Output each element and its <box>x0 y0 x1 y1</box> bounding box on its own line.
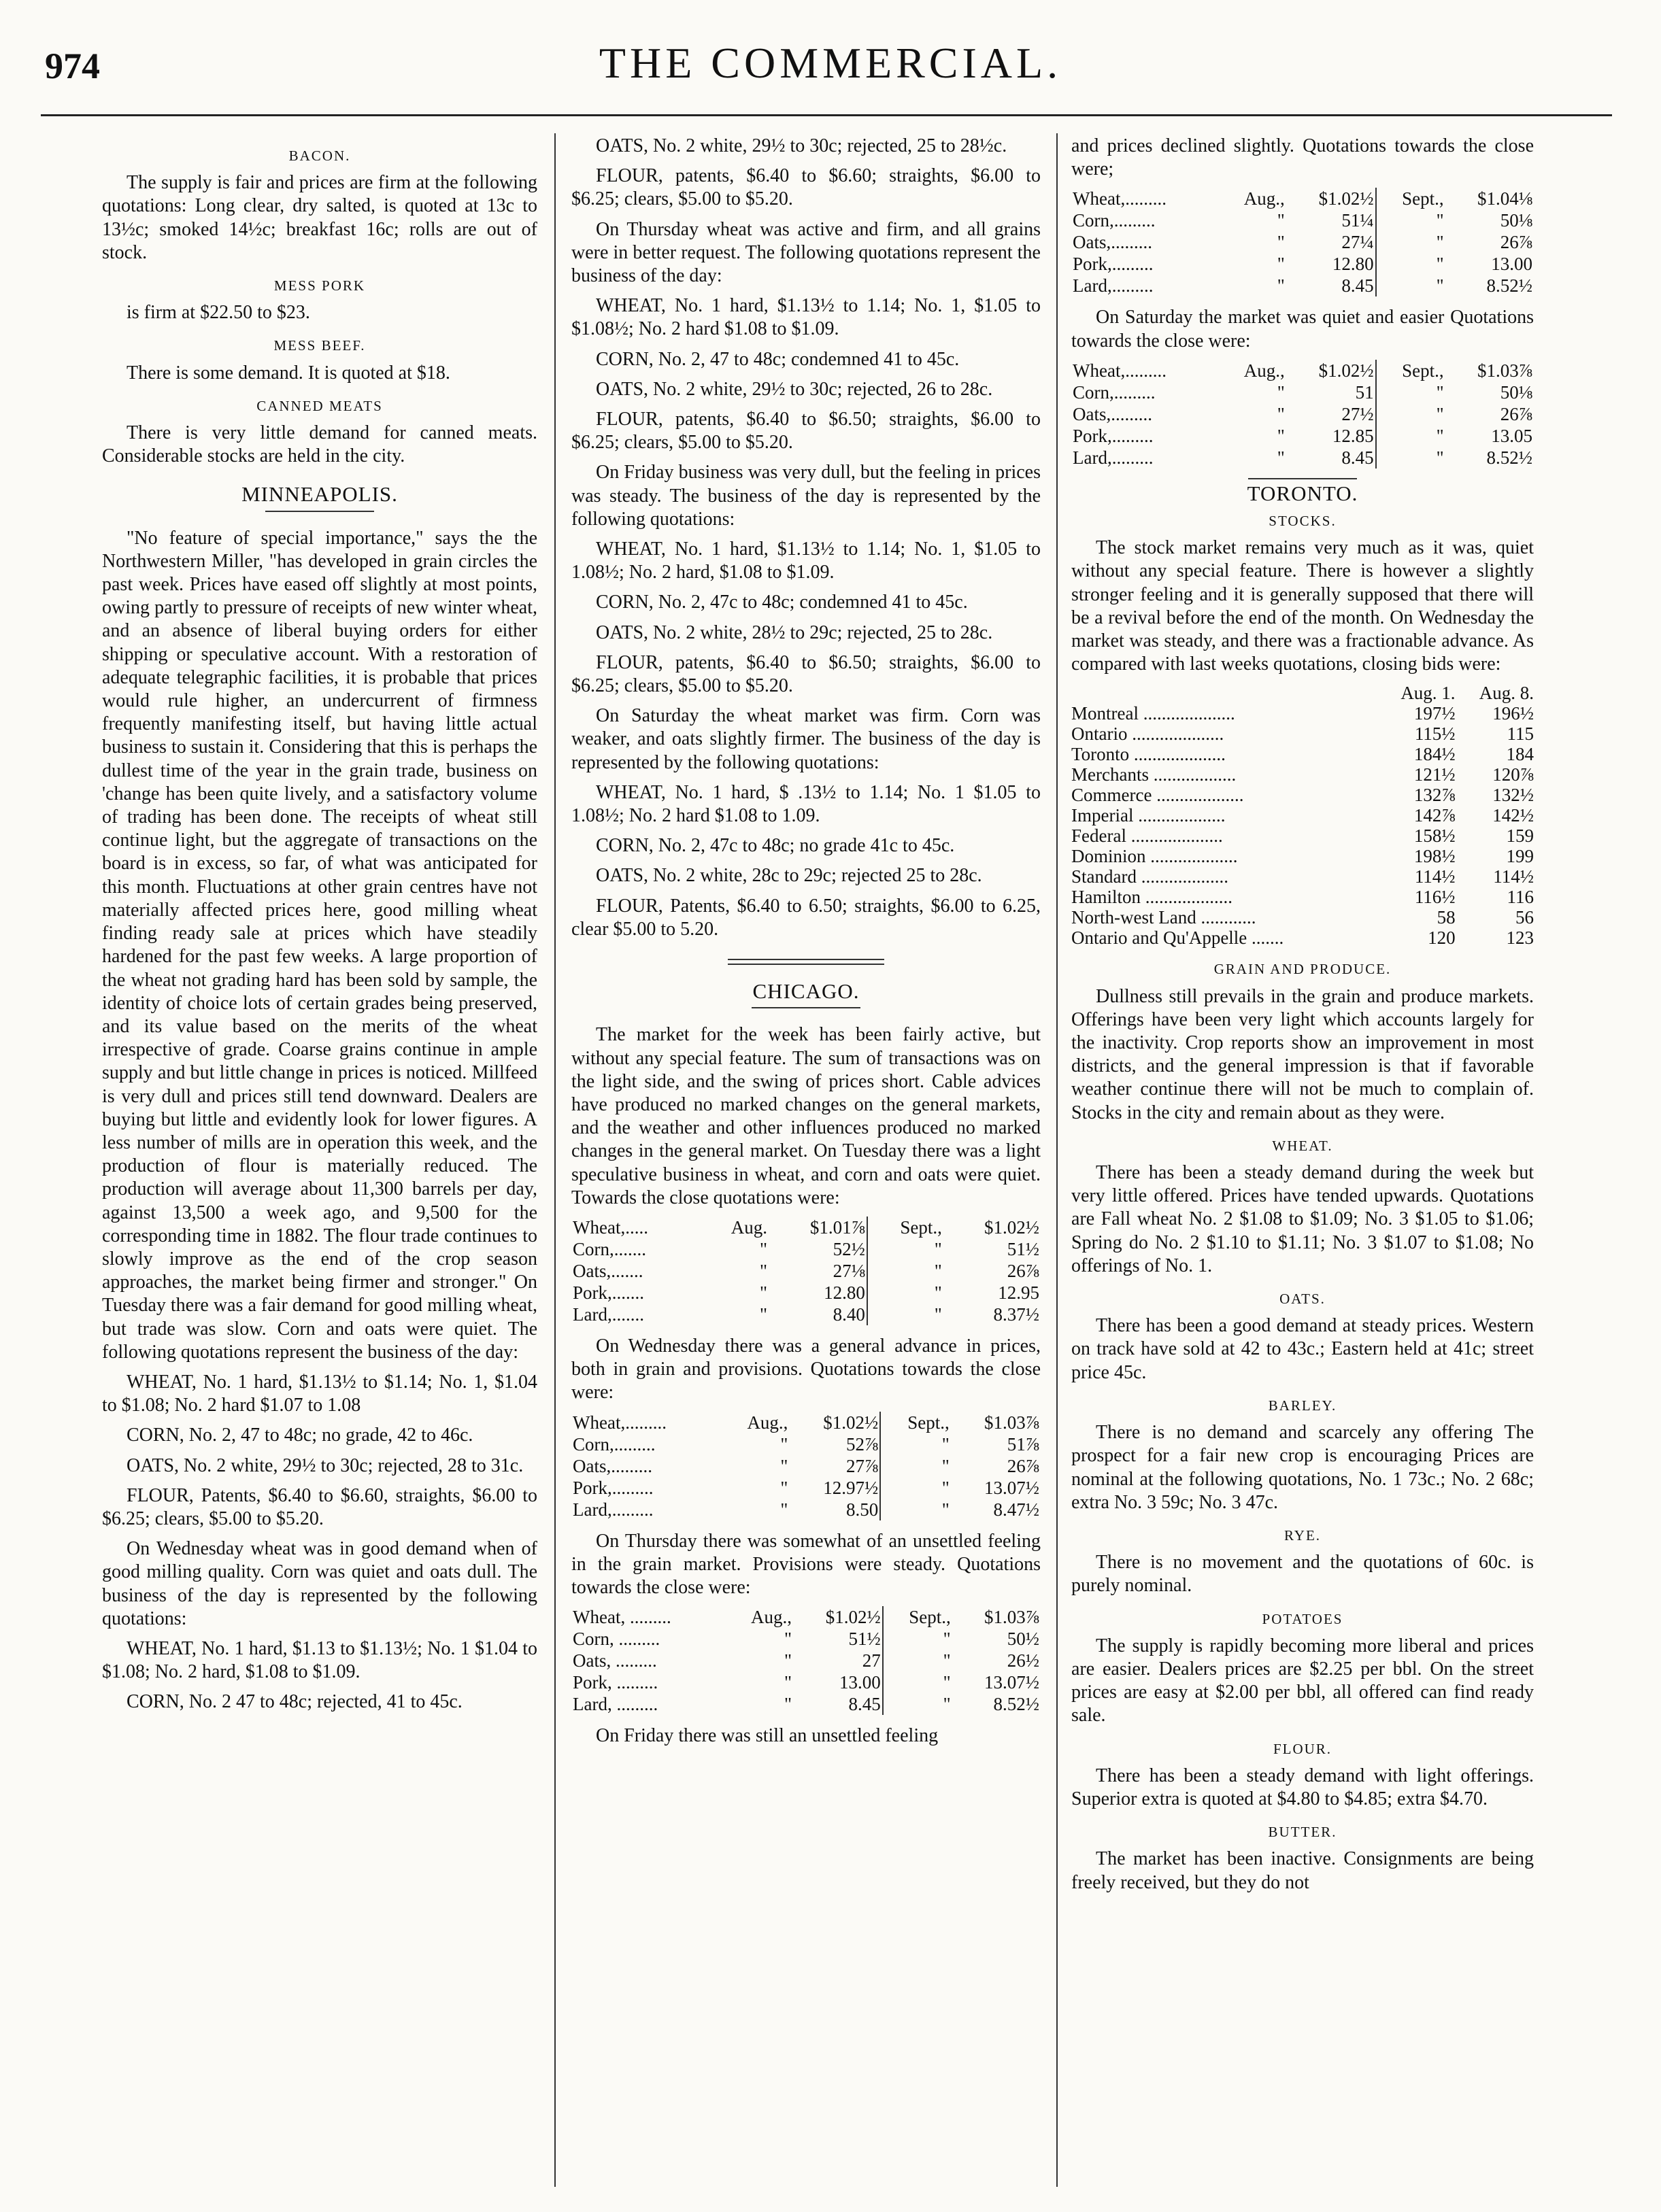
column-1 <box>102 135 537 1721</box>
quote-value: 8.52½ <box>1486 447 1532 468</box>
quote-value: 52½ <box>833 1238 865 1259</box>
stock-bid: 121½ <box>1413 764 1456 785</box>
stock-name: Hamilton ................... <box>1071 887 1232 908</box>
paragraph: There has been a good demand at steady prices. Western on track have sold at 42 to 43c.; Eastern held at 41c; street price 45c. <box>1071 1315 1534 1383</box>
quote-value: " <box>1277 403 1285 424</box>
commodity-label: Corn,......... <box>573 1433 656 1454</box>
quote-row <box>571 1693 1041 1715</box>
quote-value: Aug., <box>747 1412 788 1433</box>
paragraph: There has been a steady demand during the week but very little offered. Prices have tended upwards. Quotations are Fall wheat No. 2 $1.08 to $1.09; No. 3 $1.05 to $1.06; Spring do No. 2 $1.10 to $1.11; No. 3 $1.07 to $1.08; No offerings of No. 1. <box>1071 1162 1534 1276</box>
section-heading: BUTTER. <box>1268 1824 1337 1841</box>
commodity-label: Wheat,......... <box>1073 360 1167 381</box>
quotation: FLOUR, patents, $6.40 to $6.50; straights, $6.00 to $6.25; clears, $5.00 to $5.20. <box>571 651 1041 697</box>
stocks-column-header: Aug. 1. <box>1400 683 1456 704</box>
commodity-label: Lard, ......... <box>573 1694 658 1715</box>
stock-bid: 159 <box>1506 826 1534 847</box>
stock-row <box>1071 785 1534 805</box>
commodity-label: Lard,......... <box>1073 447 1154 468</box>
section-heading: BARLEY. <box>1268 1397 1337 1414</box>
quotation: CORN, No. 2, 47 to 48c; condemned 41 to 45c. <box>596 348 960 370</box>
quote-value: 8.50 <box>845 1499 879 1520</box>
quote-value: 26⅞ <box>1500 403 1532 424</box>
paragraph: On Wednesday there was a general advance in prices, both in grain and provisions. Quotations towards the close were: <box>571 1335 1041 1403</box>
section-heading: FLOUR. <box>1273 1740 1332 1757</box>
commodity-label: Wheat,......... <box>1073 188 1167 209</box>
divider <box>752 1007 860 1008</box>
quote-value: " <box>1376 231 1445 253</box>
page-number: 974 <box>45 46 100 86</box>
quote-value: 27¼ <box>1341 232 1374 253</box>
section-heading: MESS PORK <box>273 277 366 294</box>
quote-value: $1.03⅞ <box>984 1607 1039 1628</box>
quote-value: " <box>867 1260 943 1282</box>
stock-bid: 197½ <box>1413 703 1456 724</box>
quotation: WHEAT, No. 1 hard, $1.13½ to 1.14; No. 1, $1.05 to $1.08½; No. 2 hard $1.08 to $1.09. <box>571 295 1041 340</box>
quote-value: " <box>1277 210 1285 231</box>
city-heading: MINNEAPOLIS. <box>241 482 398 507</box>
quotation: WHEAT, No. 1 hard, $1.13 to $1.13½; No. 1 $1.04 to $1.08; No. 2 hard, $1.08 to $1.09. <box>102 1637 537 1683</box>
city-heading: CHICAGO. <box>752 979 860 1004</box>
quote-value: " <box>1277 447 1285 468</box>
quote-value: " <box>784 1694 792 1715</box>
commodity-label: Wheat, ......... <box>573 1607 671 1628</box>
quote-row <box>571 1238 1041 1260</box>
stock-row <box>1071 703 1534 724</box>
quote-value: 8.40 <box>833 1304 865 1325</box>
section-heading: STOCKS. <box>1269 513 1337 530</box>
quote-value: " <box>883 1650 952 1671</box>
quote-value: 50⅛ <box>1500 210 1532 231</box>
quote-value: " <box>1376 381 1445 403</box>
quote-value: 8.37½ <box>993 1304 1039 1325</box>
stocks-table <box>1071 683 1534 948</box>
quote-value: " <box>883 1671 952 1693</box>
quote-value: " <box>867 1304 943 1325</box>
quotation: CORN, No. 2, 47c to 48c; no grade 41c to 45c. <box>596 835 955 857</box>
quote-value: " <box>759 1304 767 1325</box>
quote-value: " <box>784 1629 792 1650</box>
stock-row <box>1071 826 1534 846</box>
paragraph: There is no demand and scarcely any offering The prospect for a fair new crop is encouraging Prices are nominal at the following quotations, No. 1 73c.; No. 2 68c; extra No. 3 59c; No. 3 47c. <box>1071 1422 1534 1513</box>
stock-name: Ontario and Qu'Appelle ....... <box>1071 928 1284 949</box>
stock-row <box>1071 866 1534 887</box>
quote-value: " <box>1376 275 1445 296</box>
quote-value: $1.02½ <box>825 1607 881 1628</box>
column-2 <box>571 135 1041 1754</box>
quote-value: " <box>1376 447 1445 469</box>
quote-value: 51½ <box>848 1629 881 1650</box>
stock-row <box>1071 928 1534 948</box>
stock-bid: 142½ <box>1492 805 1534 826</box>
quote-value: " <box>1277 425 1285 446</box>
quotation: FLOUR, patents, $6.40 to $6.60; straights, $6.00 to $6.25; clears, $5.00 to $5.20. <box>571 165 1041 210</box>
stocks-column-header: Aug. 8. <box>1479 683 1534 704</box>
stock-row <box>1071 907 1534 928</box>
stock-bid: 114½ <box>1493 866 1534 887</box>
commodity-label: Oats,......... <box>1073 403 1152 424</box>
quote-table <box>571 1216 1041 1325</box>
stock-bid: 116 <box>1507 887 1534 908</box>
paragraph: "No feature of special importance," says the the Northwestern Miller, "has developed in grain circles the past week. Prices have eased off slightly at most points, owing partly to pressure of receipts of new winter wheat, and an absence of liberal buying orders for either shipping or speculative account. With a restoration of adequate telegraphic facilities, it is probable that prices would rule higher, an undercurrent of firmness frequently manifesting itself, but having little actual business to sustain it. Considering that this is perhaps the dullest time of the year in the grain trade, business on 'change has been quite lively, and a satisfactory volume of trading has been done. The receipts of wheat still continue light, but the aggregate of transactions on the board is in excess, so far, of what was anticipated for this month. Fluctuations at other grain centres have not materially affected prices here, good milling wheat finding ready sale at prices which have steadily hardened for the past few weeks. A large proportion of the wheat not grading hard has been sold by sample, the identity of choice lots of certain grades being preserved, and its value based on the merits of the wheat irrespective of grade. Coarse grains continue in ample supply and but little change in prices is noticed. Millfeed is very dull and prices still tend downward. Dealers are buying but little and evidently look for lower figures. A less number of mills are in operation this week, and the production of flour is materially reduced. The production will average about 11,300 barrels per day, against 13,500 a week ago, and 9,500 for the corresponding time in 1882. The flour trade continues to slowly improve as the end of the crop season approaches, the market being firmer and stronger." On Tuesday there was a fair demand for good milling wheat, but trade was slow. Corn and oats were quiet. The following quotations represent the business of the day: <box>102 527 537 1363</box>
quote-row <box>571 1650 1041 1671</box>
stock-bid: 115½ <box>1414 724 1456 745</box>
quote-value: " <box>780 1477 788 1498</box>
city-heading: TORONTO. <box>1247 481 1358 505</box>
quote-row <box>571 1499 1041 1520</box>
quotation: OATS, No. 2 white, 28½ to 29c; rejected, 25 to 28c. <box>596 622 993 643</box>
quote-value: 8.45 <box>1341 275 1374 296</box>
quotation: OATS, No. 2 white, 28c to 29c; rejected 25 to 28c. <box>596 865 982 887</box>
commodity-label: Corn, ......... <box>573 1629 660 1650</box>
paragraph: There is no movement and the quotations of 60c. is purely nominal. <box>1071 1552 1534 1597</box>
masthead-title: THE COMMERCIAL. <box>599 39 1062 87</box>
section-heading: MESS BEEF. <box>273 337 366 354</box>
quote-value: " <box>867 1282 943 1304</box>
quote-value: 26½ <box>1007 1650 1039 1671</box>
quote-value: 27 <box>862 1650 881 1671</box>
stock-bid: 196½ <box>1492 703 1534 724</box>
header-rule <box>41 114 1612 116</box>
stock-bid: 184 <box>1506 744 1534 765</box>
quote-row <box>1071 253 1534 275</box>
quote-value: 8.52½ <box>1486 275 1532 296</box>
column-divider <box>1056 133 1058 2187</box>
quote-row <box>571 1304 1041 1325</box>
stock-bid: 116½ <box>1414 887 1456 908</box>
commodity-label: Lard,......... <box>1073 275 1154 296</box>
quote-value: " <box>759 1282 767 1303</box>
quote-value: 8.52½ <box>993 1694 1039 1715</box>
commodity-label: Lard,......... <box>573 1499 654 1520</box>
stock-bid: 142⅞ <box>1413 805 1456 826</box>
stock-row <box>1071 805 1534 826</box>
commodity-label: Oats,....... <box>573 1260 643 1281</box>
quote-table <box>1071 188 1534 296</box>
quote-row <box>571 1671 1041 1693</box>
quote-row <box>1071 275 1534 296</box>
stock-name: North-west Land ............ <box>1071 907 1256 928</box>
quote-value: " <box>780 1499 788 1520</box>
commodity-label: Lard,....... <box>573 1304 644 1325</box>
quote-value: 12.97½ <box>823 1477 879 1498</box>
quote-value: 50⅛ <box>1500 381 1532 403</box>
quotation: OATS, No. 2 white, 29½ to 30c; rejected, 28 to 31c. <box>127 1454 524 1476</box>
quote-value: Sept., <box>1376 360 1445 381</box>
quotation: OATS, No. 2 white, 29½ to 30c; rejected, 26 to 28c. <box>596 378 993 400</box>
column-3 <box>1071 135 1534 1901</box>
commodity-label: Oats,......... <box>573 1455 652 1476</box>
quotation: WHEAT, No. 1 hard, $ .13½ to 1.14; No. 1 $1.05 to 1.08½; No. 2 hard $1.08 to 1.09. <box>571 781 1041 827</box>
commodity-label: Wheat,......... <box>573 1412 667 1433</box>
quote-value: 26⅞ <box>1500 232 1532 253</box>
quote-value: 52⅞ <box>845 1433 879 1454</box>
quote-value: $1.03⅞ <box>984 1412 1039 1433</box>
commodity-label: Pork,....... <box>573 1282 645 1303</box>
quote-value: " <box>1277 232 1285 253</box>
quote-value: 12.80 <box>1332 254 1374 275</box>
paragraph: On Wednesday wheat was in good demand when of good milling quality. Corn was quiet and oats dull. The business of the day is represented by the following quotations: <box>102 1538 537 1629</box>
stock-bid: 56 <box>1515 907 1534 928</box>
quotation: OATS, No. 2 white, 29½ to 30c; rejected, 25 to 28½c. <box>596 135 1007 156</box>
commodity-label: Pork, ......... <box>573 1672 658 1693</box>
stock-bid: 158½ <box>1413 826 1456 847</box>
stock-bid: 198½ <box>1413 846 1456 867</box>
stock-bid: 199 <box>1506 846 1534 867</box>
paragraph: The supply is rapidly becoming more liberal and prices are easier. Dealers prices are $2.25 per bbl. On the street prices are easy at $2.00 per bbl, all offered can find ready sale. <box>1071 1635 1534 1726</box>
quote-value: $1.01⅞ <box>809 1216 865 1238</box>
stocks-header-row <box>1071 683 1534 703</box>
quote-row <box>1071 209 1534 231</box>
quote-value: " <box>1277 381 1285 403</box>
stock-bid: 132½ <box>1492 785 1534 806</box>
quote-row <box>571 1628 1041 1650</box>
paragraph: On Thursday wheat was active and firm, and all grains were in better request. The following quotations represent the business of the day: <box>571 218 1041 287</box>
paragraph: There is very little demand for canned meats. Considerable stocks are held in the city. <box>102 422 537 467</box>
column-divider <box>554 133 556 2187</box>
section-heading: CANNED MEATS <box>256 397 383 414</box>
quote-value: 27⅞ <box>845 1455 879 1476</box>
quotation: CORN, No. 2, 47c to 48c; condemned 41 to 45c. <box>596 592 968 613</box>
commodity-label: Corn,....... <box>573 1238 646 1259</box>
quote-table <box>1071 360 1534 469</box>
quotation: FLOUR, patents, $6.40 to $6.50; straights, $6.00 to $6.25; clears, $5.00 to $5.20. <box>571 409 1041 454</box>
quote-row <box>571 1455 1041 1477</box>
paragraph: There is some demand. It is quoted at $18. <box>127 362 450 384</box>
paragraph: The market for the week has been fairly active, but without any special feature. The sum of transactions was on the light side, and the swing of prices short. Cable advices have produced no marked changes on the general markets, and the weather and other influences produced no marked changes in the general market. On Tuesday there was a light speculative business in wheat, and corn and oats were quiet. Towards the close quotations were: <box>571 1024 1041 1208</box>
quote-value: 51¼ <box>1341 210 1374 231</box>
quote-value: " <box>1376 425 1445 447</box>
quote-value: " <box>1277 254 1285 275</box>
paragraph: The market has been inactive. Consignments are being freely received, but they do not <box>1071 1848 1534 1893</box>
quote-row <box>1071 231 1534 253</box>
paragraph: is firm at $22.50 to $23. <box>127 302 310 324</box>
commodity-label: Wheat,..... <box>573 1216 648 1238</box>
commodity-label: Pork,......... <box>573 1477 654 1498</box>
quote-table <box>571 1606 1041 1715</box>
stock-name: Toronto .................... <box>1071 744 1226 765</box>
stock-row <box>1071 887 1534 907</box>
quote-value: Aug., <box>1243 360 1285 381</box>
quote-value: $1.03⅞ <box>1477 360 1532 381</box>
quote-value: " <box>784 1672 792 1693</box>
quotation: FLOUR, Patents, $6.40 to $6.60, straights, $6.00 to $6.25; clears, $5.00 to $5.20. <box>102 1484 537 1529</box>
paragraph: There has been a steady demand with light offerings. Superior extra is quoted at $4.80 to $4.85; extra $4.70. <box>1071 1765 1534 1809</box>
quote-value: 13.05 <box>1491 425 1532 446</box>
quote-value: 8.45 <box>1341 447 1374 468</box>
stock-row <box>1071 724 1534 744</box>
quote-value: Sept., <box>1376 188 1445 209</box>
quote-row <box>1071 360 1534 381</box>
paragraph: On Saturday the market was quiet and easier Quotations towards the close were: <box>1071 307 1534 352</box>
quote-value: 27½ <box>1341 403 1374 424</box>
section-heading: OATS. <box>1279 1291 1326 1308</box>
quote-value: " <box>1376 209 1445 231</box>
quote-value: 13.07½ <box>984 1477 1039 1498</box>
quote-value: " <box>759 1238 767 1259</box>
quote-value: Sept., <box>883 1606 952 1628</box>
section-heading: BACON. <box>288 148 351 164</box>
paragraph: On Saturday the wheat market was firm. Corn was weaker, and oats slightly firmer. The business of the day is represented by the following quotations: <box>571 705 1041 773</box>
commodity-label: Pork,......... <box>1073 254 1154 275</box>
quote-value: " <box>880 1477 950 1499</box>
quote-value: 51⅞ <box>1007 1433 1039 1454</box>
stock-bid: 58 <box>1437 907 1456 928</box>
quote-value: 13.00 <box>1491 254 1532 275</box>
quote-value: 26⅞ <box>1007 1260 1039 1281</box>
commodity-label: Oats,......... <box>1073 232 1152 253</box>
quote-value: Aug., <box>750 1607 792 1628</box>
section-heading: GRAIN AND PRODUCE. <box>1213 961 1392 978</box>
stock-bid: 120 <box>1428 928 1456 949</box>
quote-row <box>571 1606 1041 1628</box>
commodity-label: Corn,......... <box>1073 210 1156 231</box>
quote-value: 26⅞ <box>1007 1455 1039 1476</box>
quote-value: " <box>784 1650 792 1671</box>
stock-bid: 115 <box>1507 724 1534 745</box>
quote-value: " <box>1376 403 1445 425</box>
quote-row <box>571 1260 1041 1282</box>
quote-row <box>571 1433 1041 1455</box>
quote-value: $1.02½ <box>1318 188 1374 209</box>
stock-row <box>1071 846 1534 866</box>
quotation: WHEAT, No. 1 hard, $1.13½ to 1.14; No. 1, $1.05 to 1.08½; No. 2 hard, $1.08 to $1.09. <box>571 539 1041 583</box>
quote-table <box>571 1412 1041 1520</box>
quote-row <box>571 1477 1041 1499</box>
quote-value: Aug., <box>1243 188 1285 209</box>
quote-value: " <box>883 1693 952 1715</box>
paragraph: On Friday there was still an unsettled feeling <box>596 1725 939 1747</box>
commodity-label: Corn,......... <box>1073 381 1156 403</box>
stock-bid: 114½ <box>1414 866 1456 887</box>
quote-value: Sept., <box>867 1216 943 1238</box>
quote-value: " <box>780 1433 788 1454</box>
quote-value: $1.04⅛ <box>1477 188 1532 209</box>
stock-row <box>1071 744 1534 764</box>
paragraph: and prices declined slightly. Quotations towards the close were; <box>1071 135 1534 180</box>
stock-name: Commerce ................... <box>1071 785 1244 806</box>
stock-bid: 120⅞ <box>1492 764 1534 785</box>
paragraph: Dullness still prevails in the grain and produce markets. Offerings have been very light which accounts largely for the inactivity. Crop reports show an improvement in most districts, and the general impression is that if favorable weather continue there will not be much to complain of. Stocks in the city and remain about as they were. <box>1071 985 1534 1123</box>
stock-name: Federal .................... <box>1071 826 1223 847</box>
quote-row <box>571 1216 1041 1238</box>
commodity-label: Pork,......... <box>1073 425 1154 446</box>
quotation: CORN, No. 2, 47 to 48c; no grade, 42 to 46c. <box>127 1425 473 1446</box>
stock-name: Montreal .................... <box>1071 703 1235 724</box>
quote-value: 8.45 <box>848 1694 881 1715</box>
quote-value: " <box>780 1455 788 1476</box>
paragraph: On Thursday there was somewhat of an unsettled feeling in the grain market. Provisions were steady. Quotations towards the close were: <box>571 1530 1041 1598</box>
stock-name: Merchants .................. <box>1071 764 1237 785</box>
divider <box>265 511 374 512</box>
quote-value: " <box>880 1499 950 1520</box>
quote-value: 27⅛ <box>833 1260 865 1281</box>
quote-value: 8.47½ <box>993 1499 1039 1520</box>
quote-value: $1.02½ <box>823 1412 879 1433</box>
paragraph: The supply is fair and prices are firm at the following quotations: Long clear, dry salted, is quoted at 13c to 13½c; smoked 14½c; breakfast 16c; rolls are out of stock. <box>102 172 537 263</box>
quotation: CORN, No. 2 47 to 48c; rejected, 41 to 45c. <box>127 1691 463 1713</box>
stock-name: Imperial ................... <box>1071 805 1226 826</box>
quote-value: 12.95 <box>998 1282 1039 1303</box>
quote-value: " <box>880 1455 950 1477</box>
quote-value: 50½ <box>1007 1629 1039 1650</box>
quote-row <box>571 1282 1041 1304</box>
stock-bid: 132⅞ <box>1413 785 1456 806</box>
stock-name: Dominion ................... <box>1071 846 1238 867</box>
quotation: WHEAT, No. 1 hard, $1.13½ to $1.14; No. 1, $1.04 to $1.08; No. 2 hard $1.07 to 1.08 <box>102 1371 537 1416</box>
paragraph: The stock market remains very much as it was, quiet without any special feature. There is however a slightly stronger feeling and it is generally supposed that there will be a revival before the end of the month. On Wednesday the market was steady, and there was a fractionable advance. As compared with last weeks quotations, closing bids were: <box>1071 537 1534 675</box>
quote-value: " <box>883 1628 952 1650</box>
divider <box>1248 478 1357 479</box>
commodity-label: Oats, ......... <box>573 1650 657 1671</box>
section-heading: WHEAT. <box>1272 1137 1333 1154</box>
section-heading: RYE. <box>1284 1527 1322 1544</box>
quote-row <box>571 1412 1041 1433</box>
quote-row <box>1071 188 1534 209</box>
quote-value: " <box>880 1433 950 1455</box>
quote-value: Aug. <box>731 1216 767 1238</box>
quote-value: 51½ <box>1007 1238 1039 1259</box>
quote-row <box>1071 447 1534 469</box>
quote-value: 13.07½ <box>984 1672 1039 1693</box>
stock-row <box>1071 764 1534 785</box>
stock-bid: 123 <box>1506 928 1534 949</box>
quotation: FLOUR, Patents, $6.40 to 6.50; straights, $6.00 to 6.25, clear $5.00 to 5.20. <box>571 895 1041 940</box>
stock-name: Ontario .................... <box>1071 724 1224 745</box>
quote-row <box>1071 425 1534 447</box>
quote-value: " <box>759 1260 767 1281</box>
double-divider <box>728 959 884 965</box>
stock-bid: 184½ <box>1413 744 1456 765</box>
stock-name: Standard ................... <box>1071 866 1228 887</box>
quote-value: 13.00 <box>839 1672 881 1693</box>
quote-value: Sept., <box>880 1412 950 1433</box>
quote-value: 12.85 <box>1332 425 1374 446</box>
section-heading: POTATOES <box>1262 1610 1343 1627</box>
quote-value: " <box>1277 275 1285 296</box>
quote-value: 12.80 <box>824 1282 865 1303</box>
paragraph: On Friday business was very dull, but the feeling in prices was steady. The business of the day is represented by the following quotations: <box>571 462 1041 530</box>
quote-value: 51 <box>1355 381 1374 403</box>
quote-value: " <box>867 1238 943 1260</box>
quote-value: $1.02½ <box>984 1216 1039 1238</box>
quote-row <box>1071 403 1534 425</box>
quote-value: $1.02½ <box>1318 360 1374 381</box>
quote-value: " <box>1376 253 1445 275</box>
quote-row <box>1071 381 1534 403</box>
